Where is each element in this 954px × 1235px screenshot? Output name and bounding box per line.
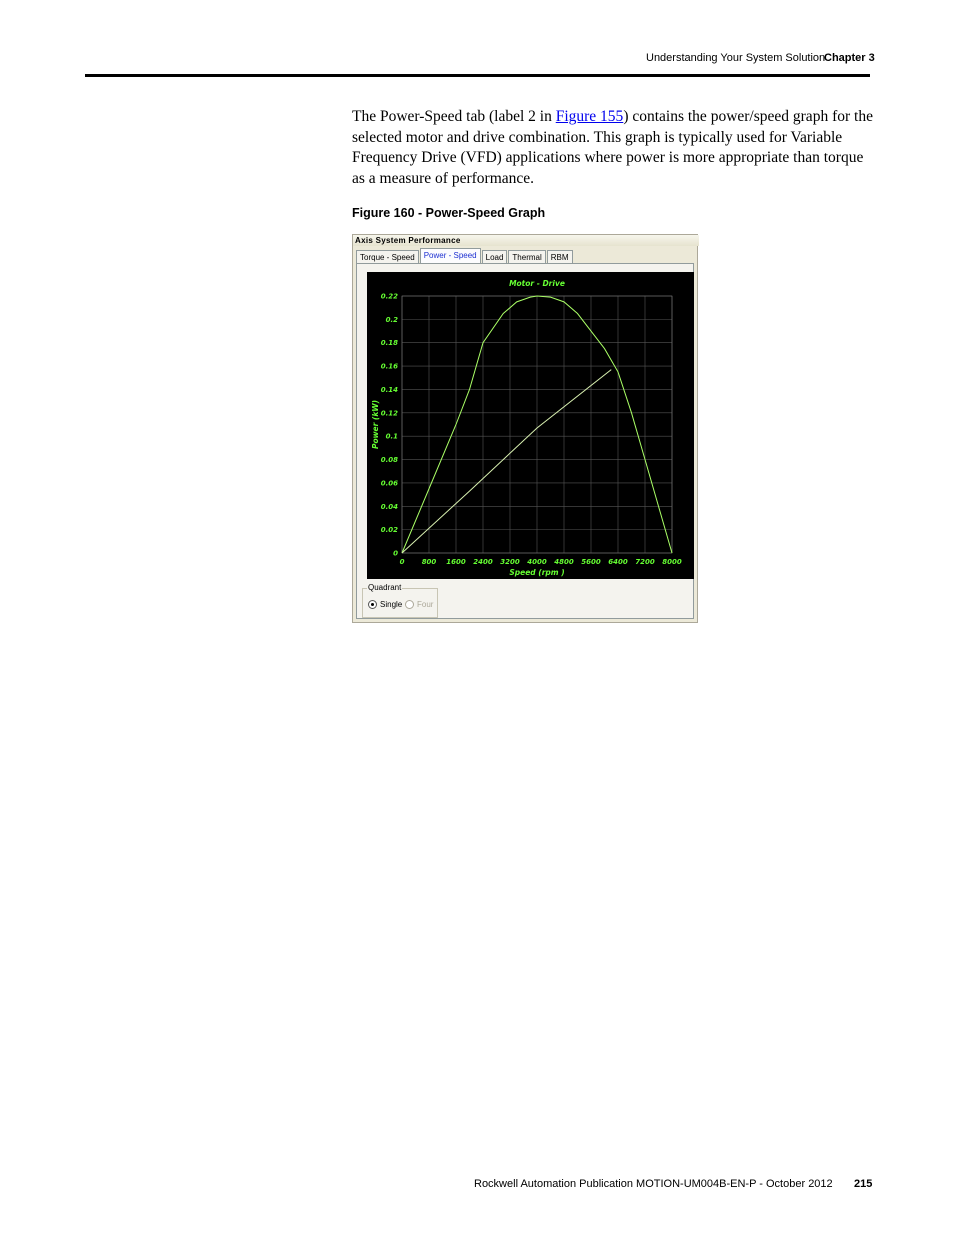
tab-content <box>356 263 694 619</box>
radio-four <box>405 600 433 609</box>
footer-publication: Rockwell Automation Publication MOTION-UM004B-EN-P - October 2012 <box>474 1178 833 1190</box>
y-tick-label: 0.18 <box>380 339 398 348</box>
chart-svg <box>367 272 694 579</box>
x-tick-label: 800 <box>421 558 437 566</box>
tab-load[interactable]: Load <box>482 250 508 264</box>
axis-system-performance-panel <box>352 234 698 623</box>
y-tick-label: 0.14 <box>380 385 398 394</box>
tab-thermal[interactable]: Thermal <box>508 250 545 264</box>
radio-single-dot[interactable] <box>368 600 377 609</box>
x-axis-label: Speed (rpm ) <box>509 568 565 577</box>
footer-page-number: 215 <box>854 1178 873 1190</box>
para-text-before: The Power-Speed tab (label 2 in <box>352 108 556 125</box>
body-paragraph <box>352 107 877 189</box>
x-tick-label: 4800 <box>554 558 574 566</box>
radio-single[interactable] <box>368 600 402 609</box>
y-tick-label: 0.06 <box>380 479 398 488</box>
tab-power-speed[interactable]: Power - Speed <box>420 248 481 264</box>
radio-four-label: Four <box>417 600 434 609</box>
panel-title: Axis System Performance <box>353 235 699 246</box>
y-tick-label: 0.1 <box>385 432 398 441</box>
tab-strip <box>356 248 574 264</box>
y-tick-label: 0 <box>393 549 398 558</box>
x-tick-label: 0 <box>399 558 405 566</box>
x-tick-label: 3200 <box>500 558 520 566</box>
quadrant-group <box>362 583 438 618</box>
x-tick-label: 1600 <box>446 558 466 566</box>
tab-torque-speed[interactable]: Torque - Speed <box>356 250 419 264</box>
power-speed-plot <box>367 272 694 579</box>
y-tick-label: 0.02 <box>380 526 398 535</box>
running-header-chapter: Chapter 3 <box>824 52 875 64</box>
y-tick-label: 0.04 <box>380 502 398 511</box>
y-tick-label: 0.08 <box>380 456 398 465</box>
para-text-after: ) contains the power/speed graph for the selected motor and drive combination. This graph is typically used for Variable Frequency Drive (VFD) applications where power is more appropriate than torque as a measure of performance. <box>352 108 873 187</box>
y-tick-label: 0.16 <box>380 362 398 371</box>
y-tick-label: 0.2 <box>385 315 398 324</box>
x-tick-label: 2400 <box>473 558 493 566</box>
y-tick-label: 0.12 <box>380 409 398 418</box>
y-axis-label: Power (kW) <box>371 399 380 450</box>
running-header-title: Understanding Your System Solution <box>646 52 826 64</box>
x-tick-label: 4000 <box>527 558 547 566</box>
tab-rbm[interactable]: RBM <box>547 250 573 264</box>
figure-caption: Figure 160 - Power-Speed Graph <box>352 206 546 220</box>
radio-four-dot <box>405 600 414 609</box>
x-tick-label: 8000 <box>662 558 682 566</box>
chart-title: Motor - Drive <box>509 279 565 288</box>
x-tick-label: 7200 <box>635 558 655 566</box>
y-tick-label: 0.22 <box>380 292 398 301</box>
x-tick-label: 6400 <box>608 558 628 566</box>
x-tick-label: 5600 <box>581 558 601 566</box>
series-line-2 <box>402 370 611 553</box>
figure-link[interactable]: Figure 155 <box>555 108 624 125</box>
radio-single-label: Single <box>380 600 403 609</box>
header-rule <box>85 74 870 77</box>
quadrant-label: Quadrant <box>368 583 402 592</box>
